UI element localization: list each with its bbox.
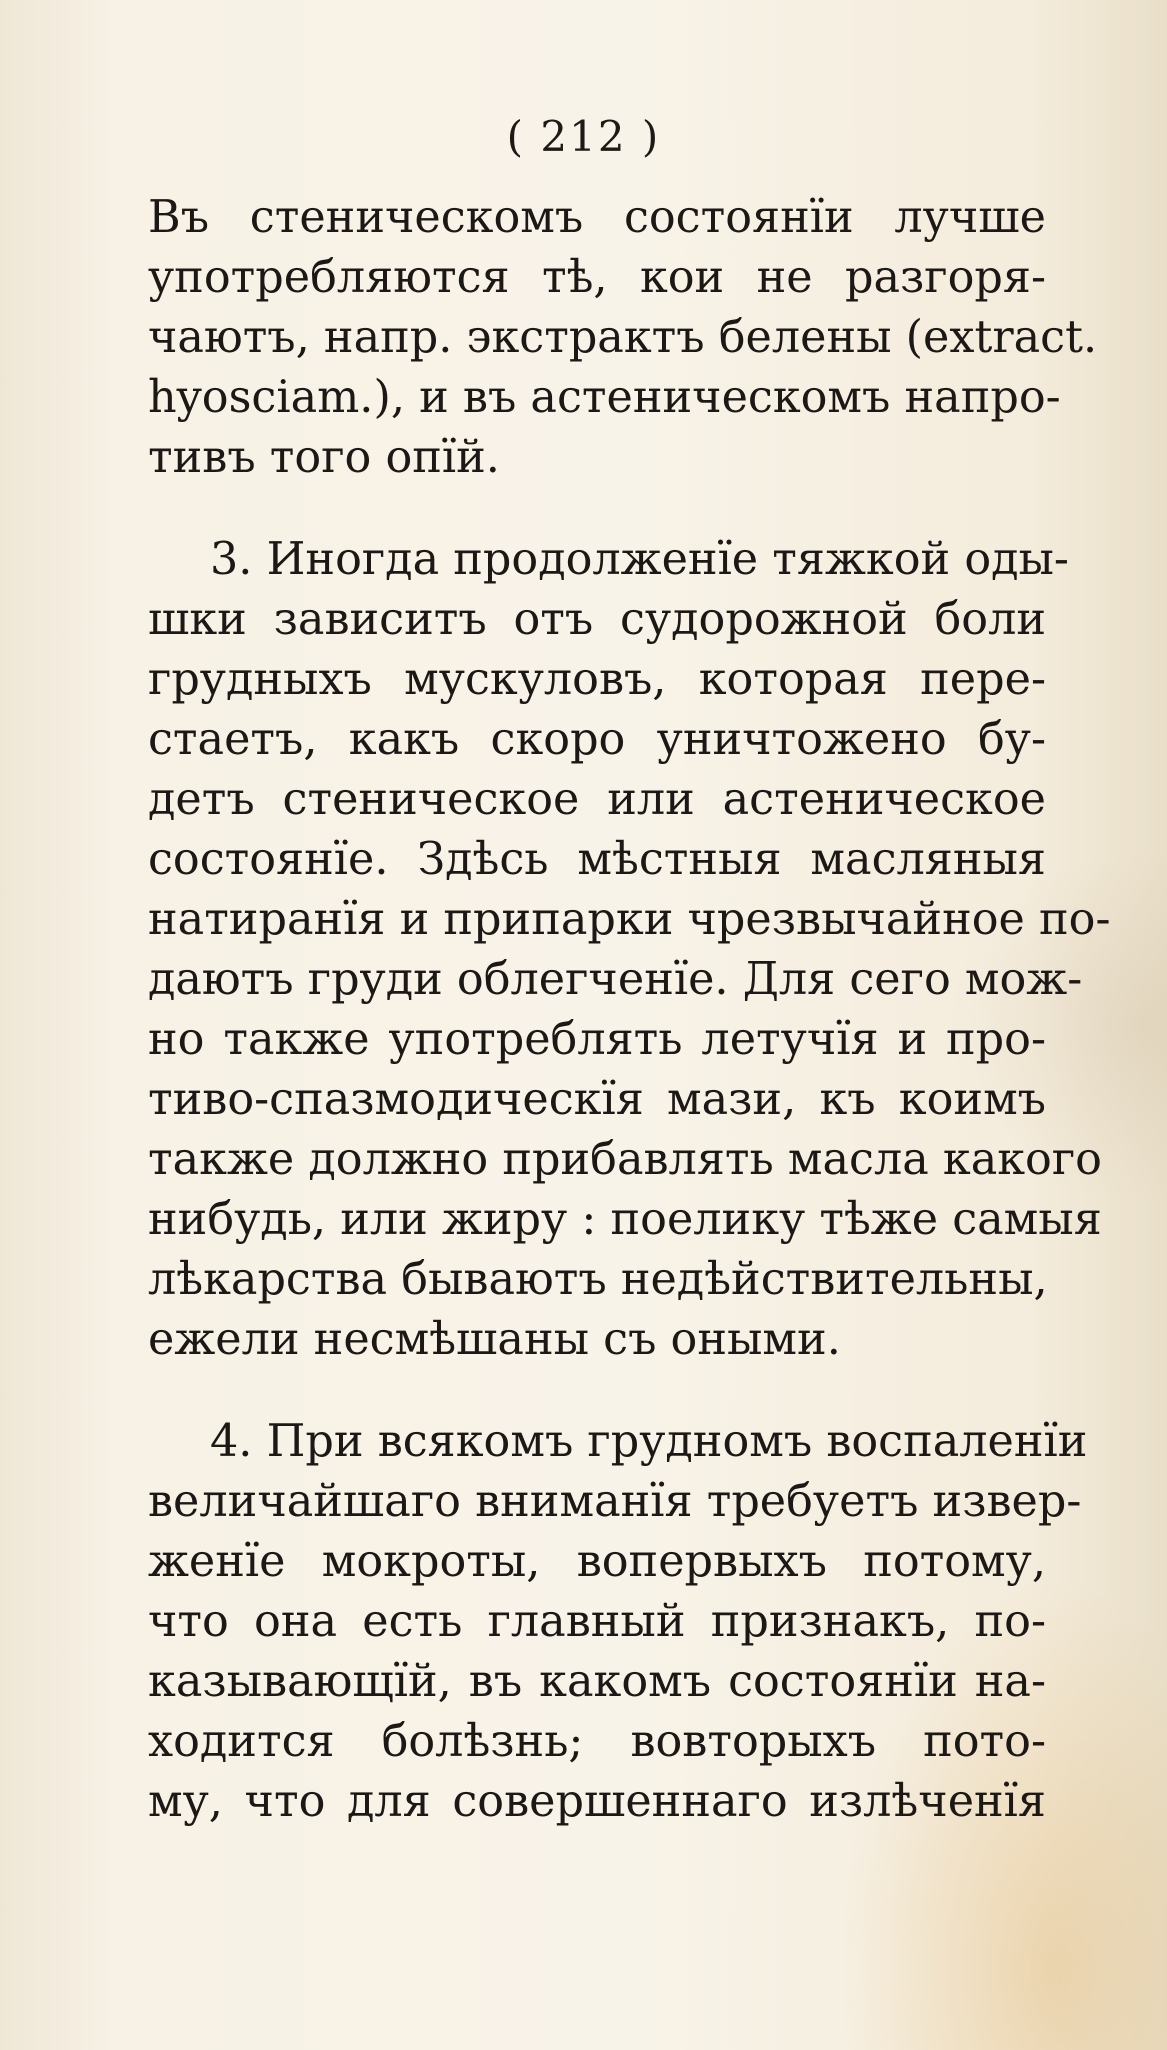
text-line: женïе мокроты, вопервыхъ потому,	[148, 1536, 1046, 1587]
text-line: казывающïй, въ какомъ состоянïи на-	[148, 1656, 1046, 1707]
text-line: стаетъ, какъ скоро уничтожено бу-	[148, 714, 1046, 765]
text-line: тиво-спазмодическïя мази, къ коимъ	[148, 1074, 1046, 1125]
page-number: ( 212 )	[506, 112, 661, 161]
text-line: шки зависитъ отъ судорожной боли	[148, 594, 1046, 645]
paragraph-2	[148, 530, 1111, 1370]
paragraph-1	[148, 188, 1098, 488]
text-line: ходится болѣзнь; вовторыхъ пото-	[148, 1716, 1046, 1767]
text-line: чаютъ, напр. экстрактъ белены (extract.	[148, 312, 1098, 363]
text-line: Въ стеническомъ состоянïи лучше	[148, 192, 1046, 243]
text-line: но также употреблять летучïя и про-	[148, 1014, 1046, 1065]
text-line: 3. Иногда продолженïе тяжкой оды-	[210, 534, 1069, 585]
text-line: hyosciam.), и въ астеническомъ напро-	[148, 372, 1061, 423]
text-line: величайшаго вниманïя требуетъ извер-	[148, 1476, 1082, 1527]
text-line: тивъ того опïй.	[148, 432, 500, 483]
text-line: ежели несмѣшаны съ оными.	[148, 1314, 841, 1365]
text-line: употребляются тѣ, кои не разгоря-	[148, 252, 1046, 303]
text-line: нибудь, или жиру : поелику тѣже самыя	[148, 1194, 1102, 1245]
text-line: му, что для совершеннаго излѣченïя	[148, 1776, 1046, 1827]
text-line: что она есть главный признакъ, по-	[148, 1596, 1046, 1647]
text-line: лѣкарства бываютъ недѣйствительны,	[148, 1254, 1048, 1305]
text-line: даютъ груди облегченïе. Для сего мож-	[148, 954, 1083, 1005]
text-line: натиранïя и припарки чрезвычайное по-	[148, 894, 1111, 945]
text-line: также должно прибавлять масла какого	[148, 1134, 1102, 1185]
text-line: детъ стеническое или астеническое	[148, 774, 1046, 825]
paragraph-3	[148, 1412, 1088, 1832]
page-body	[148, 188, 1111, 1832]
text-line: 4. При всякомъ грудномъ воспаленïи	[210, 1416, 1088, 1467]
text-line: состоянïе. Здѣсь мѣстныя масляныя	[148, 834, 1046, 885]
text-line: грудныхъ мускуловъ, которая пере-	[148, 654, 1046, 705]
